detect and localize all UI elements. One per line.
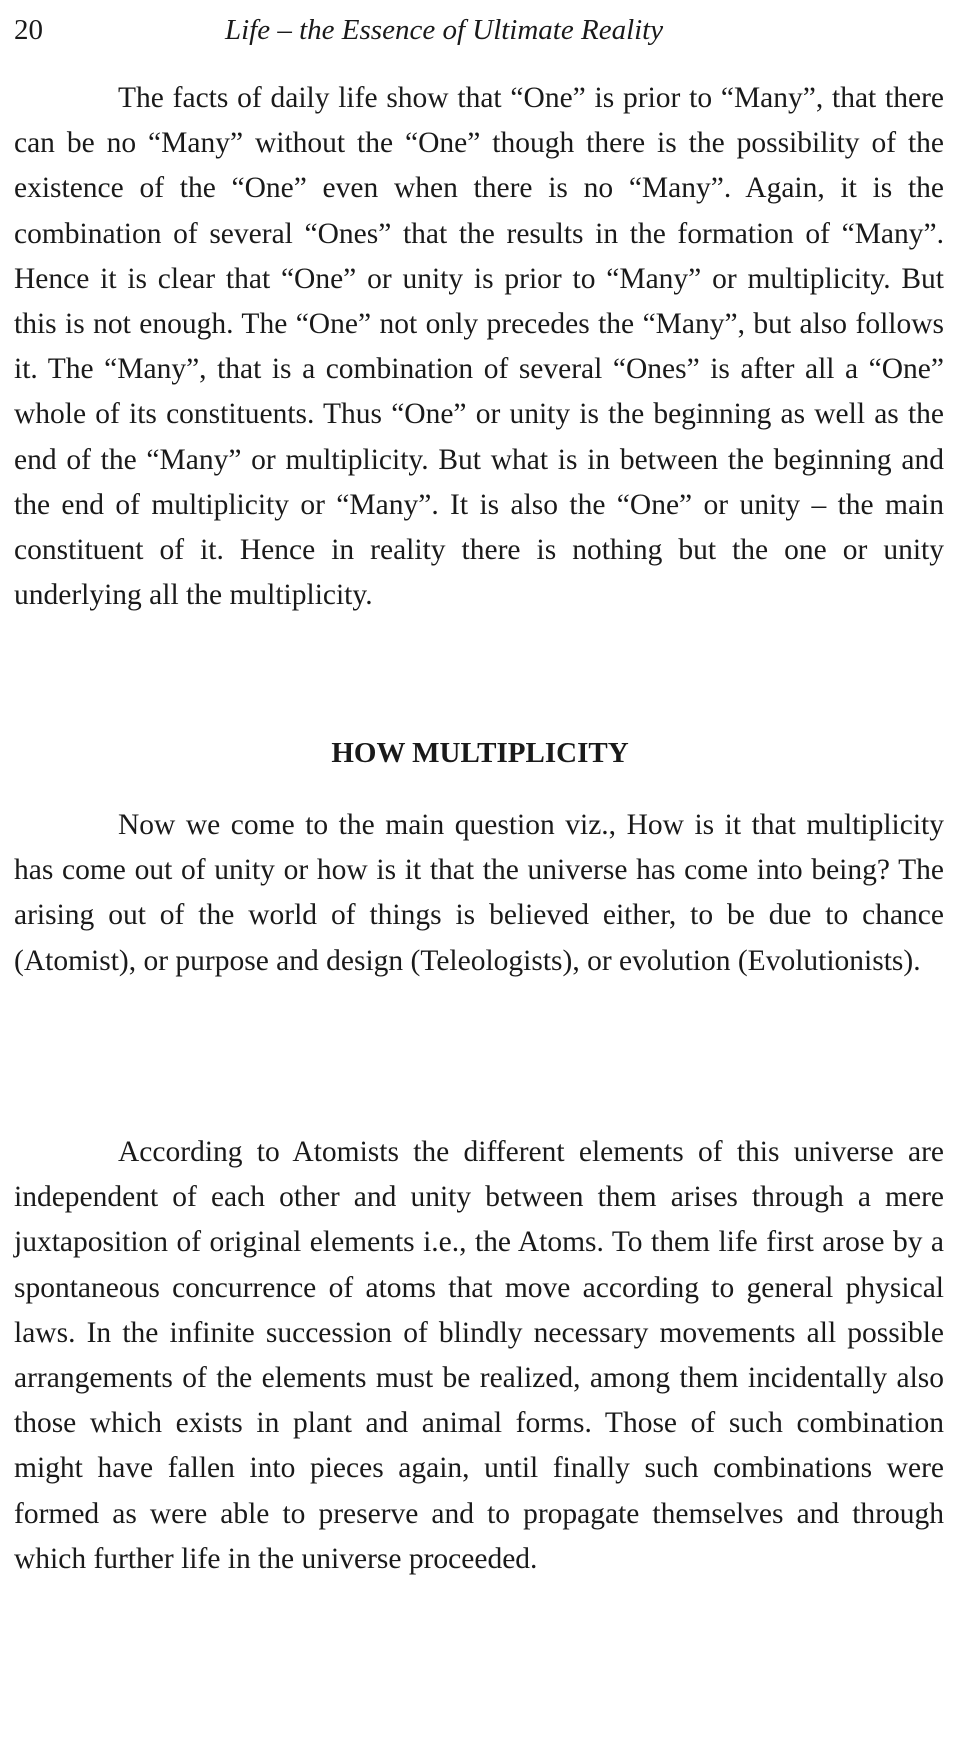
- paragraph-one-and-many: The facts of daily life show that “One” is prior to “Many”, that there can be no “Many” without the “One” though there is the possibility of the existence of the “One” even when there is no “Many”. Again, it is the combination of several “Ones” that the results in the formation of “Many”. Hence it is clear that “One” or unity is prior to “Many” or multiplicity. But this is not enough. The “One” not only precedes the “Many”, but also follows it. The “Many”, that is a combination of several “Ones” is after all a “One” whole of its constituents. Thus “One” or unity is the beginning as well as the end of the “Many” or multiplicity. But what is in between the beginning and the end of multiplicity or “Many”. It is also the “One” or unity – the main constituent of it. Hence in reality there is nothing but the one or unity underlying all the multiplicity.: [14, 82, 944, 612]
- section-heading: HOW MULTIPLICITY: [331, 737, 629, 769]
- running-title: Life – the Essence of Ultimate Reality: [225, 14, 664, 46]
- page-number: 20: [14, 14, 43, 46]
- paragraph-main-question: Now we come to the main question viz., How is it that multiplicity has come out of unity or how is it that the universe has come into being? The arising out of the world of things is believed either, to be due to chance (Atomist), or purpose and design (Teleologists), or evolution (Evolutionists).: [14, 809, 944, 977]
- paragraph-atomists: According to Atomists the different elements of this universe are independent of each other and unity between them arises through a mere juxtaposition of original elements i.e., the Atoms. To them life first arose by a spontaneous concurrence of atoms that move according to general physical laws. In the infinite succession of blindly necessary movements all possible arrangements of the elements must be realized, among them incidentally also those which exists in plant and animal forms. Those of such combination might have fallen into pieces again, until finally such combinations were formed as were able to preserve and to propagate themselves and through which further life in the universe proceeded.: [14, 1136, 944, 1575]
- running-head: [14, 10, 944, 50]
